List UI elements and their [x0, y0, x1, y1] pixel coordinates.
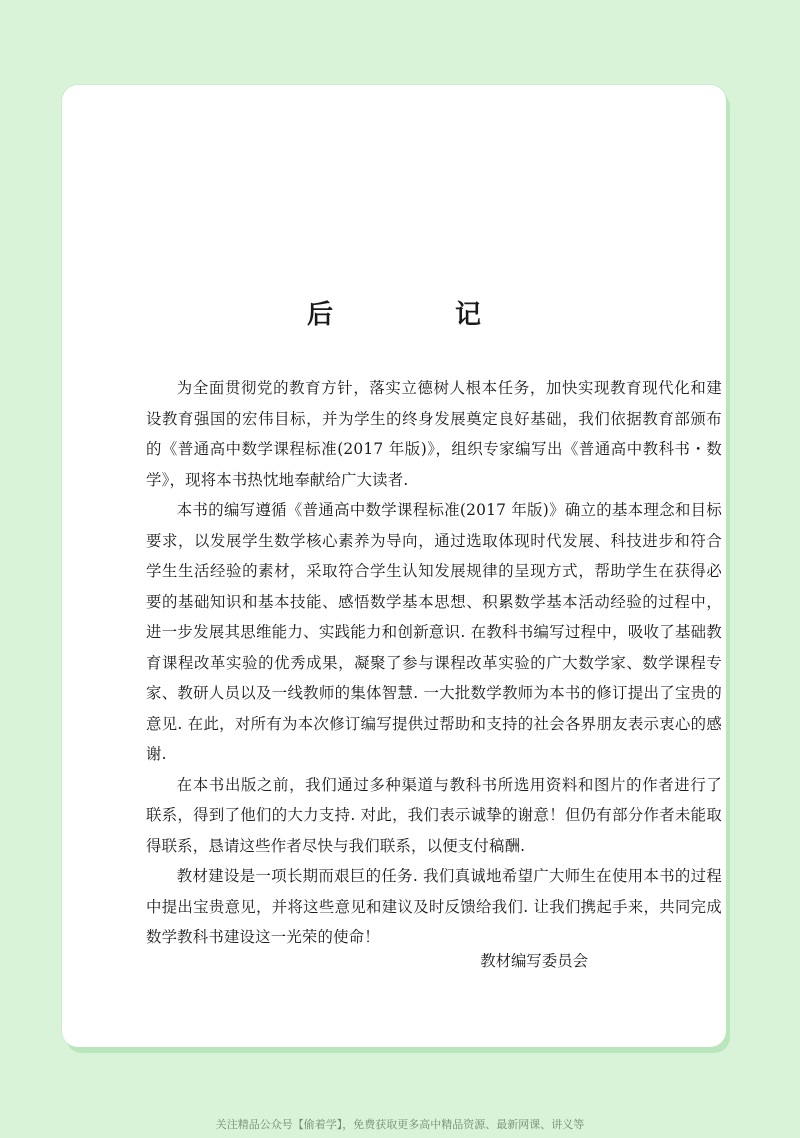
paragraph-1: 为全面贯彻党的教育方针，落实立德树人根本任务，加快实现教育现代化和建设教育强国的宏伟目标，并为学生的终身发展奠定良好基础，我们依据教育部颁布的《普通高中数学课程标准(2017 年版)》，组织专家编写出《普通高中教科书・数学》，现将本书热忱地奉献给广大读者. — [146, 379, 722, 489]
paragraph-2: 本书的编写遵循《普通高中数学课程标准(2017 年版)》确立的基本理念和目标要求，以发展学生数学核心素养为导向，通过选取体现时代发展、科技进步和符合学生生活经验的素材，采取符合学生认知发展规律的呈现方式，帮助学生在获得必要的基础知识和基本技能、感悟数学基本思想、积累数学基本活动经验的过程中，进一步发展其思维能力、实践能力和创新意识. 在教科书编写过程中，吸收了基础教育课程改革实验的优秀成果，凝聚了参与课程改革实验的广大数学家、数学课程专家、教研人员以及一线教师的集体智慧. 一大批数学教师为本书的修订提出了宝贵的意见. 在此，对所有为本次修订编写提供过帮助和支持的社会各界朋友表示衷心的感谢. — [146, 501, 722, 763]
paragraph-4: 教材建设是一项长期而艰巨的任务. 我们真诚地希望广大师生在使用本书的过程中提出宝贵意见，并将这些意见和建议及时反馈给我们. 让我们携起手来，共同完成数学教科书建设这一光荣的使命！ — [146, 867, 722, 946]
footer-note: 关注精品公众号【偷着学】，免费获取更多高中精品资源、最新网课、讲义等 — [215, 1118, 585, 1131]
signature: 教材编写委员会 — [480, 952, 588, 970]
page-title: 后 记 — [306, 300, 529, 331]
paragraph-3: 在本书出版之前，我们通过多种渠道与教科书所选用资料和图片的作者进行了联系，得到了他们的大力支持. 对此，我们表示诚挚的谢意！但仍有部分作者未能取得联系，恳请这些作者尽快与我们联系，以便支付稿酬. — [146, 775, 722, 855]
body-text — [146, 373, 722, 953]
page-card — [62, 85, 726, 1047]
